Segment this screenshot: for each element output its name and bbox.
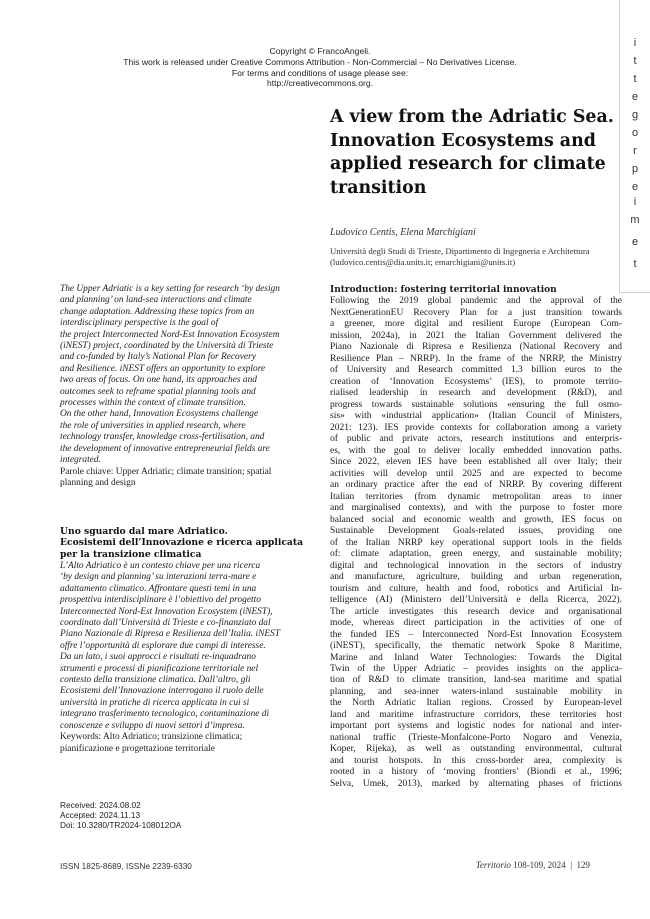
body-line: Resilience Plan – NRRP). In the frame of the NRRP, the Ministry [330, 353, 622, 364]
side-tab-letter: t [633, 73, 637, 85]
body-line: and tourist hotspots. In this cross-border area, complexity is [330, 755, 622, 766]
abstract-line: outcomes seek to reframe spatial planning tools and [60, 386, 256, 397]
body-line: Koper, Rijeka), as well as outstanding environmental, cultural [330, 744, 622, 755]
abstract-line: prospettiva interdisciplinare è l’obiettivo del progetto [60, 595, 261, 606]
keywords-italian [60, 732, 310, 755]
body-line: (iNEST), specifically, the thematic network Spoke 8 Maritime, [330, 641, 622, 652]
side-tab-letter: g [631, 109, 639, 121]
abstract-line: On the other hand, Innovation Ecosystems challenge [60, 409, 259, 420]
journal-name: Territorio [475, 860, 511, 870]
abstract-line: (iNEST) project, coordinated by the Università di Trieste [60, 341, 274, 352]
keywords-line: planning and design [60, 477, 136, 488]
section-heading: Introduction: fostering territorial innovation [330, 285, 557, 295]
abstract-line: technology transfer, knowledge cross-fertilisation, and [60, 432, 265, 443]
journal-issue: 108-109, 2024 [513, 860, 566, 870]
body-line: of the Italian NRRP key operational support tools in the fields [330, 537, 622, 548]
body-line: rooted in a history of ‘moving frontiers’ (Biondi et al., 1996; [330, 767, 622, 778]
abstract-line: offre l’opportunità di esplorare due campi di interesse. [60, 640, 266, 651]
page-number: 129 [576, 860, 590, 870]
abstract-line: change adaptation. Addressing these topics from an [60, 306, 255, 317]
article-authors: Ludovico Centis, Elena Marchigiani [330, 227, 476, 238]
abstract-line: and planning’ on land-sea interactions and climate [60, 295, 252, 306]
body-line: 2021: 123). IES provide contexts for collaboration among a variety [330, 422, 622, 433]
abstract-line: Da un lato, i suoi approcci e risultati re-inquadrano [60, 652, 256, 663]
side-tab-letter: i [633, 37, 637, 49]
body-line: sis» with «industrial application» (Italian Council of Ministers, [330, 411, 622, 422]
abstract-line: ‘by design and planning’ su interazioni terra-mare e [60, 572, 257, 583]
body-line: mission, 2024a), in 2021 the Italian Government delivered the [330, 330, 622, 341]
abstract-line: integrano trasferimento tecnologico, contaminazione di [60, 709, 270, 720]
keywords-line: pianificazione e progettazione territoriale [60, 743, 215, 754]
body-line: balanced social and economic wealth and growth, IES focus on [330, 514, 622, 525]
italian-title-line: Uno sguardo dal mare Adriatico. [60, 526, 228, 537]
abstract-line: The Upper Adriatic is a key setting for research ‘by design [60, 284, 280, 294]
body-line: of public and private actors, research institutions and enterpris- [330, 434, 622, 445]
copyright-line: Copyright © FrancoAngeli. [269, 46, 371, 56]
italian-title-line: Ecosistemi dell’Innovazione e ricerca applicata [60, 537, 304, 549]
keywords-line: Parole chiave: Upper Adriatic; climate transition; spatial [60, 466, 272, 477]
body-line: important port systems and logistic nodes for national and inter- [330, 721, 622, 732]
license-url[interactable]: http://creativecommons.org. [266, 78, 374, 89]
abstract-line: and Resilience. iNEST offers an opportunity to explore [60, 363, 266, 374]
body-line: the North Adriatic Italian regions. Crossed by European-level [330, 698, 622, 709]
page-footer [476, 860, 590, 870]
body-line: mode, whereas direct participation in the activities of one of [330, 618, 622, 629]
side-tab-letter: p [631, 163, 639, 175]
abstract-line: processes within the context of climate transition. [60, 398, 246, 409]
abstract-line: coordinato dall’Università di Trieste e co-finanziato dal [60, 618, 271, 629]
body-line: and manufacture, agriculture, building and urban regeneration, [330, 572, 622, 583]
body-line: tion of R&D to climate transition, land-sea maritime and spatial [330, 675, 622, 686]
body-line: the funded IES – Interconnected Nord-Est Innovation Ecosystem [330, 629, 622, 640]
side-tab-letter: m [630, 214, 640, 226]
abstract-line: Piano Nazionale di Ripresa e Resilienza dell’Italia. iNEST [60, 629, 280, 640]
abstract-line: strumenti e processi di pianificazione territoriale nel [60, 663, 259, 674]
abstract-line: L’Alto Adriatico è un contesto chiave per una ricerca [60, 561, 261, 571]
abstract-italian [60, 561, 310, 755]
license-line: This work is released under Creative Commons Attribution - Non-Commercial – No Derivatives License. [123, 56, 517, 67]
abstract-line: and co-funded by Italy’s National Plan for Recovery [60, 352, 256, 363]
body-line: Following the 2019 global pandemic and the approval of the [330, 296, 622, 307]
doi: Doi: 10.3280/TR2024-108012OA [60, 820, 182, 831]
body-line: progress towards sustainable solutions «ensuring the full osmo- [330, 399, 622, 410]
body-line: The article investigates this research device and organisational [330, 606, 622, 617]
body-line: Sustainable Development Goals-related issues, providing one [330, 526, 622, 537]
abstract-line: the development of innovative entrepreneurial fields are [60, 443, 270, 454]
body-line: rialised leadership in research and development (R&D), and [330, 388, 622, 399]
italian-title [60, 526, 310, 560]
body-text [330, 296, 622, 790]
body-line: Italian territories (from dynamic metropolitan areas to inner [330, 491, 622, 502]
abstract-english [60, 284, 310, 489]
article-title: A view from the Adriatic Sea. Innovation Ecosystems and applied research for climate transition [330, 107, 614, 198]
body-line: Since 2022, eleven IES have been established all over Italy; their [330, 457, 622, 468]
body-line: Selva, Umek, 2013), marked by alternating phases of frictions [330, 778, 622, 789]
terms-line: For terms and conditions of usage please see: [231, 67, 409, 78]
body-line: national traffic (Trieste-Monfalcone-Porto Nogaro and Venezia, [330, 732, 622, 743]
body-line: planning, and sea-inner waters-inland sustainable mobility in [330, 686, 622, 697]
body-line: activities will develop until 2025 and are expected to become [330, 468, 622, 479]
copyright-notice [60, 46, 580, 89]
body-line: NextGenerationEU Recovery Plan for a just transition towards [330, 307, 622, 318]
side-tab-letter: i [633, 196, 637, 208]
body-line: digital and technological innovation in the sectors of industry [330, 560, 622, 571]
body-line: and marginalised contexts), and with the purpose to foster more [330, 503, 622, 514]
side-tab-letter: t [633, 55, 637, 67]
body-line: an ordinary practice after the end of NRRP. By covering different [330, 480, 622, 491]
side-tab-letter: e [631, 181, 639, 193]
affiliation-emails: (ludovico.centis@dia.units.it; emarchigiani@units.it) [330, 257, 516, 267]
abstract-line: two areas of focus. On one hand, its approaches and [60, 375, 257, 386]
affiliation-line: Università degli Studi di Trieste, Dipartimento di Ingegneria e Architettura [330, 246, 590, 256]
side-tab-letter: e [631, 236, 639, 248]
abstract-line: Interconnected Nord-Est Innovation Ecosystem (iNEST), [60, 606, 273, 617]
keywords-english [60, 467, 310, 490]
body-line: Piano Nazionale di Ripresa e Resilienza (National Recovery and [330, 342, 622, 353]
italian-title-line: per la transizione climatica [60, 548, 202, 560]
side-tab-letter: t [633, 258, 637, 270]
body-line: es, with the goal to deliver locally embedded innovation paths. [330, 445, 622, 456]
abstract-line: conoscenze e sviluppo di nuovi settori d’impresa. [60, 720, 245, 731]
footer-separator: | [570, 860, 572, 870]
body-line: telligence (AI) (Ministero dell’Università e della Ricerca, 2022). [330, 595, 622, 606]
body-line: creation of ‘Innovation Ecosystems’ (IES), to promote territo- [330, 376, 622, 387]
abstract-line: contesto della transizione climatica. Dall’altro, gli [60, 675, 251, 686]
side-tab-letter: r [633, 145, 637, 157]
author-affiliation [330, 246, 630, 268]
issn: ISSN 1825-8689, ISSNe 2239-6330 [60, 861, 192, 871]
article-body [330, 285, 622, 790]
abstract-line: integrated. [60, 455, 101, 466]
body-line: Marine and Inland Water Technologies: Towards the Digital [330, 652, 622, 663]
accepted-date: Accepted: 2024.11.13 [60, 810, 141, 821]
article-dates [60, 800, 310, 831]
abstract-line: adattamento climatico. Affrontare questi temi in una [60, 583, 257, 594]
keywords-line: Keywords: Alto Adriatico; transizione climatica; [60, 732, 243, 743]
body-line: a greener, more digital and resilient Europe (European Com- [330, 319, 622, 330]
abstract-line: the role of universities in applied research, where [60, 420, 246, 431]
body-line: of: climate adaptation, green energy, and sustainable mobility; [330, 549, 622, 560]
body-line: of University and Research committed 1.3 billion euros to the [330, 365, 622, 376]
side-tab-letter: e [631, 91, 639, 103]
body-line: Twin of the Upper Adriatic – provides insights on the applica- [330, 663, 622, 674]
body-line: land and maritime infrastructure corridors, these territories host [330, 709, 622, 720]
abstract-line: università in pratiche di ricerca applicata in cui si [60, 697, 250, 708]
abstract-line: the project Interconnected Nord-Est Innovation Ecosystem [60, 329, 280, 340]
body-line: tourism and culture, health and food, robotics and Artificial In- [330, 583, 622, 594]
abstract-line: interdisciplinary perspective is the goal of [60, 318, 219, 329]
abstract-line: Ecosistemi dell’Innovazione interrogano il ruolo delle [60, 686, 264, 697]
received-date: Received: 2024.08.02 [60, 800, 141, 810]
side-tab-letter: o [631, 127, 639, 139]
